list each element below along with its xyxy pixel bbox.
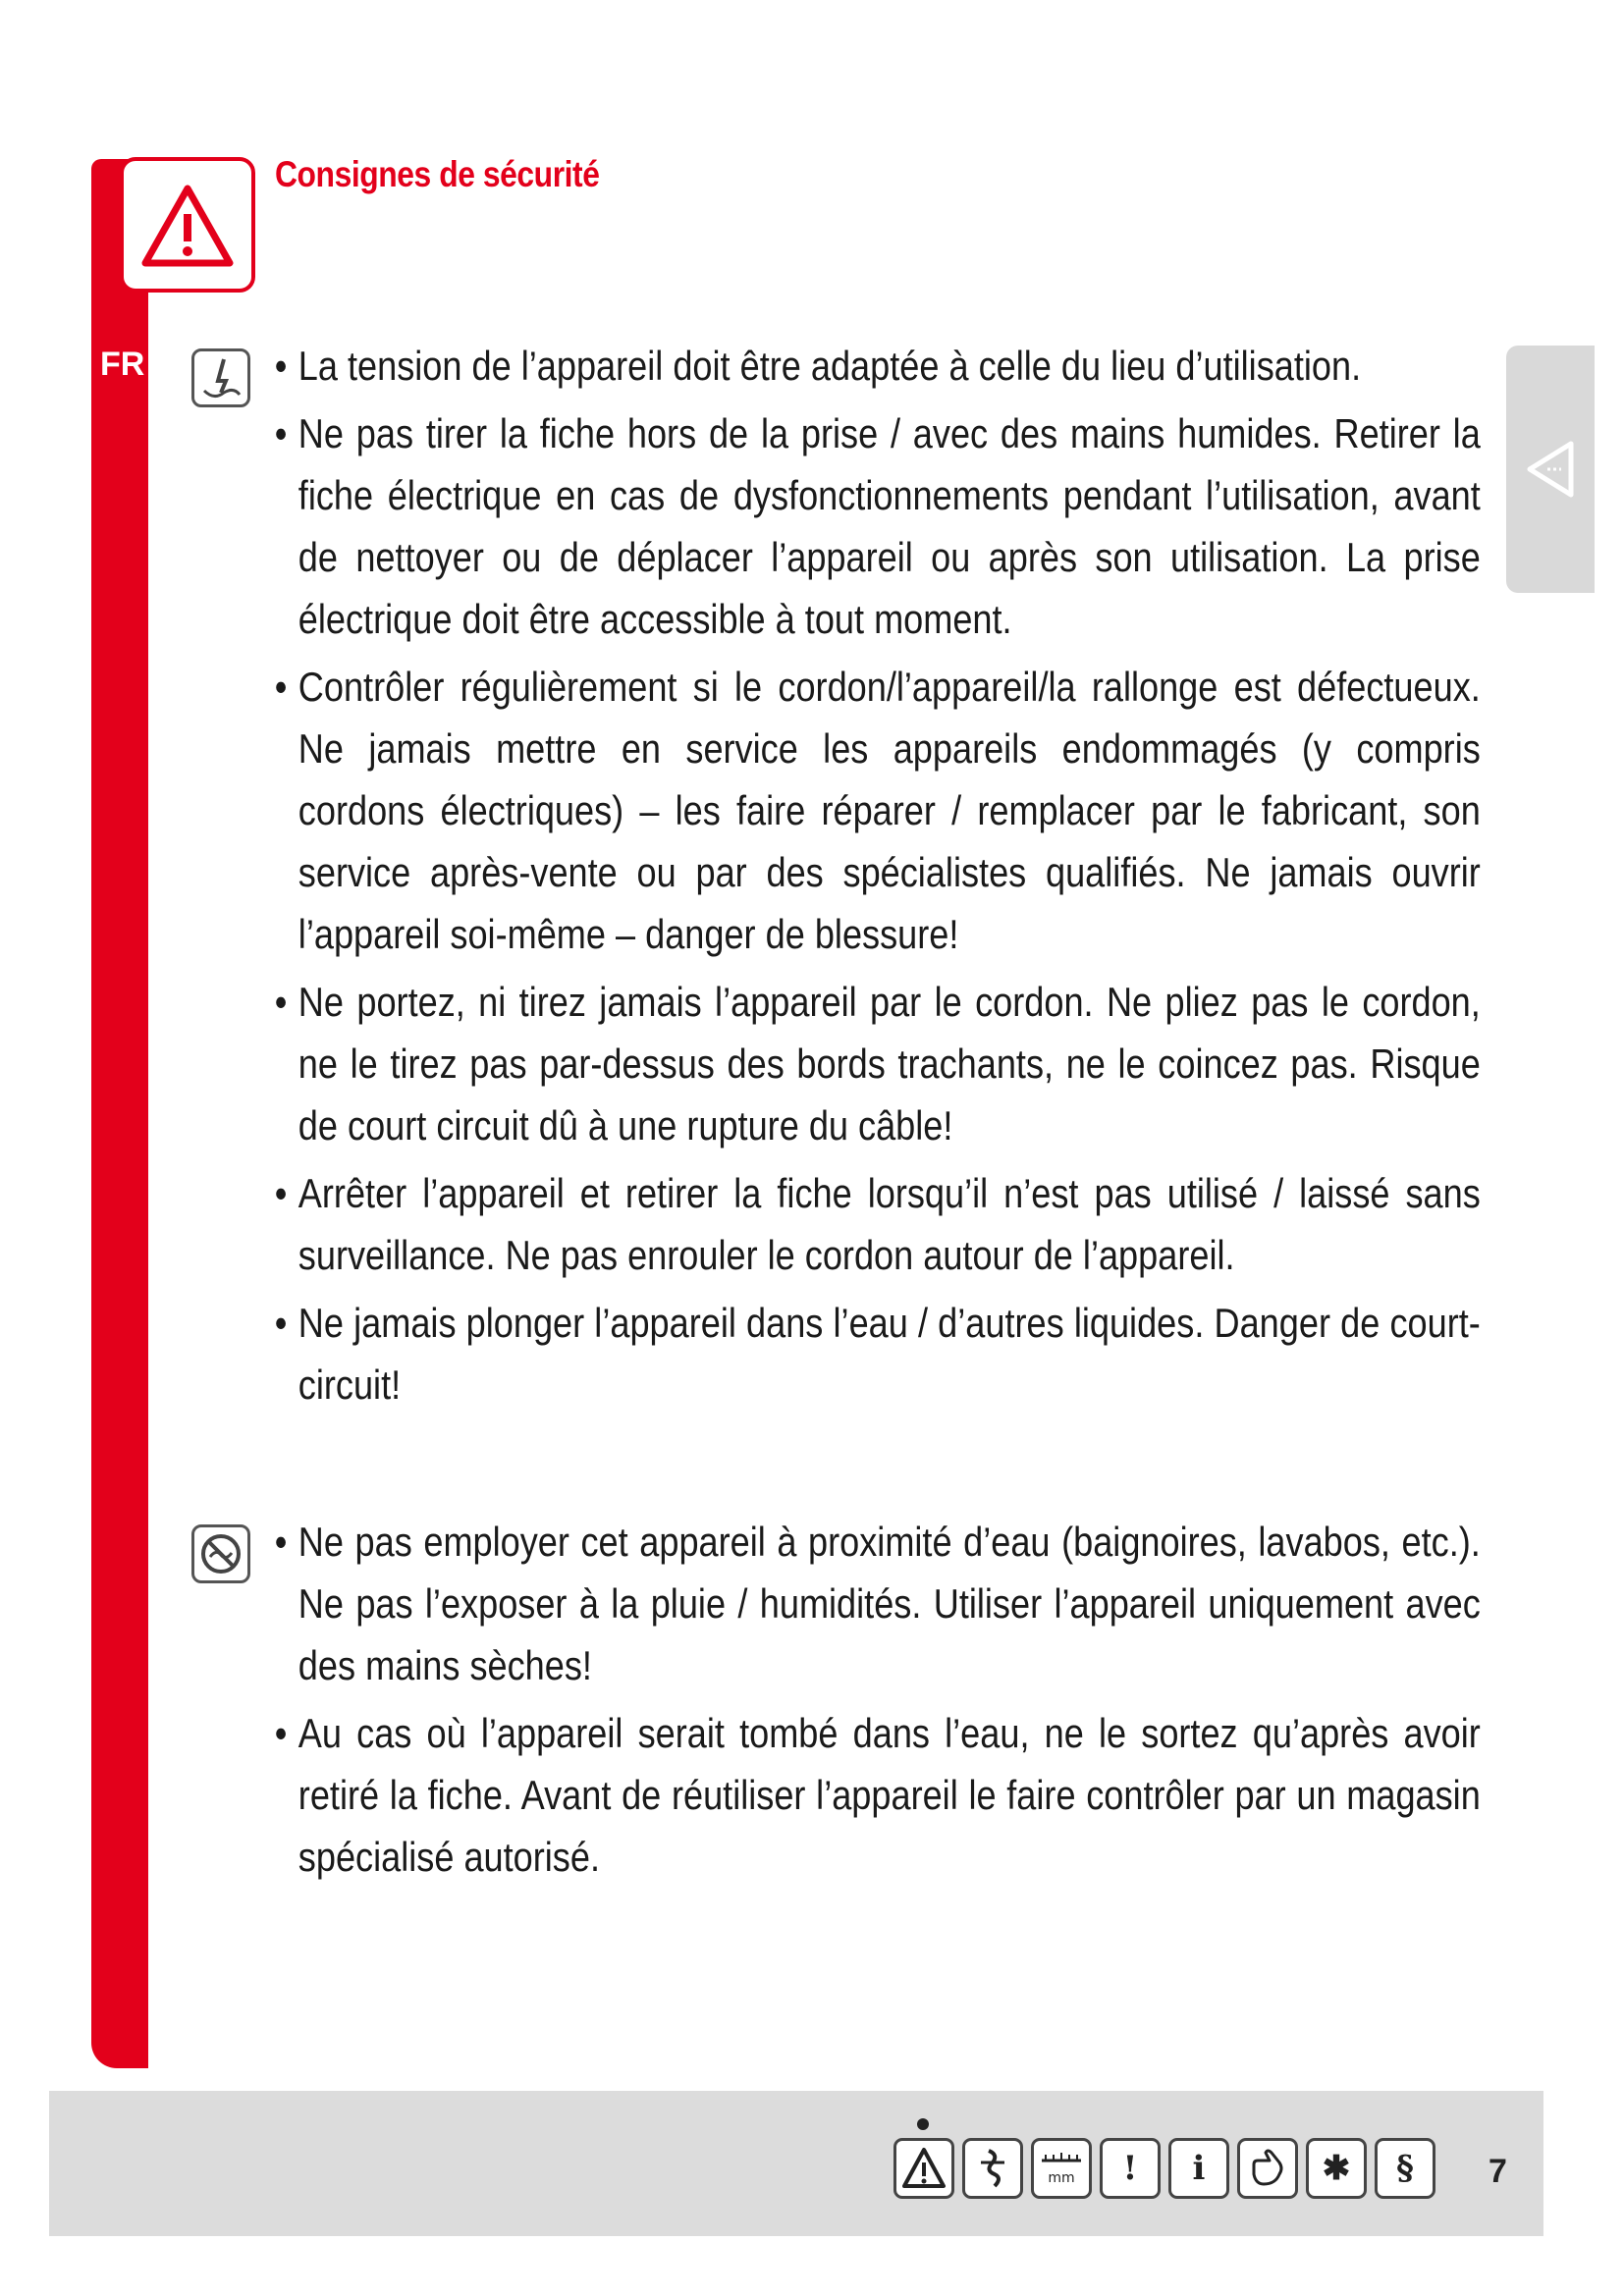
list-item: • Ne pas employer cet appareil à proximité d’eau (baignoires, lavabos, etc.). Ne pas l’exposer à la pluie / humidités. Utiliser l’appareil uniquement avec des mains sèches! — [273, 1511, 1481, 1696]
ruler-unit-label: mm — [1048, 2170, 1075, 2186]
footer-nav-hand[interactable] — [1237, 2138, 1298, 2199]
warning-triangle-icon — [124, 161, 251, 289]
list-item: • La tension de l’appareil doit être adaptée à celle du lieu d’utilisation. — [273, 335, 1481, 397]
list-item: • Ne portez, ni tirez jamais l’appareil par le cordon. Ne pliez pas le cordon, ne le tirez pas par-dessus des bords trachants, ne le coincez pas. Risque de court circuit dû à une rupture du câble! — [273, 971, 1481, 1156]
warning-box — [120, 157, 255, 293]
paragraph-icon: § — [1396, 2149, 1414, 2188]
list-item: • Ne pas tirer la fiche hors de la prise / avec des mains humides. Retirer la fiche électrique en cas de dysfonctionnements pendant l’utilisation, avant de nettoyer ou de déplacer l’appareil ou après son utilisation. La prise électrique doit être accessible à tout moment. — [273, 402, 1481, 650]
assembly-icon — [965, 2141, 1020, 2196]
safety-list-electrical — [273, 335, 1490, 1415]
footer-nav-paragraph[interactable] — [1375, 2138, 1435, 2199]
footer-nav-warning[interactable] — [893, 2138, 954, 2199]
footer-nav-ruler[interactable] — [1031, 2138, 1092, 2199]
warning-triangle-icon — [896, 2141, 951, 2196]
exclamation-icon: ! — [1122, 2149, 1138, 2188]
footer-nav — [893, 2138, 1435, 2201]
list-item: • Arrêter l’appareil et retirer la fiche lorsqu’il n’est pas utilisé / laissé sans surveillance. Ne pas enrouler le cordon autour de l’appareil. — [273, 1162, 1481, 1286]
footer-nav-assembly[interactable] — [962, 2138, 1023, 2199]
back-arrow-icon — [1506, 346, 1595, 593]
electric-plug-icon — [191, 348, 250, 407]
footer-nav-exclamation[interactable] — [1100, 2138, 1161, 2199]
page-number: 7 — [1489, 2153, 1507, 2190]
footer-nav-info[interactable] — [1168, 2138, 1229, 2199]
list-item: • Ne jamais plonger l’appareil dans l’eau / d’autres liquides. Danger de court-circuit! — [273, 1292, 1481, 1415]
hand-icon — [1240, 2141, 1295, 2196]
ruler-icon — [1034, 2141, 1089, 2196]
active-section-dot — [917, 2118, 929, 2130]
list-item: • Au cas où l’appareil serait tombé dans l’eau, ne le sortez qu’après avoir retiré la fiche. Avant de réutiliser l’appareil le faire contrôler par un magasin spécialisé autorisé. — [273, 1702, 1481, 1888]
footer-nav-star[interactable] — [1306, 2138, 1367, 2199]
star-icon: ✱ — [1322, 2149, 1351, 2188]
info-icon: i — [1192, 2149, 1206, 2188]
list-item: • Contrôler régulièrement si le cordon/l’appareil/la rallonge est défectueux. Ne jamais mettre en service les appareils endommagés (y compris cordons électriques) – les faire réparer / remplacer par le fabricant, son service après-vente ou par des spécialistes qualifiés. Ne jamais ouvrir l’appareil soi-même – danger de blessure! — [273, 656, 1481, 965]
red-side-bar — [91, 159, 148, 2068]
safety-list-water — [273, 1511, 1490, 1888]
side-tab[interactable] — [1506, 346, 1595, 593]
language-tag: FR — [100, 346, 145, 383]
page-title: Consignes de sécurité — [275, 154, 600, 194]
no-water-icon — [191, 1524, 250, 1583]
